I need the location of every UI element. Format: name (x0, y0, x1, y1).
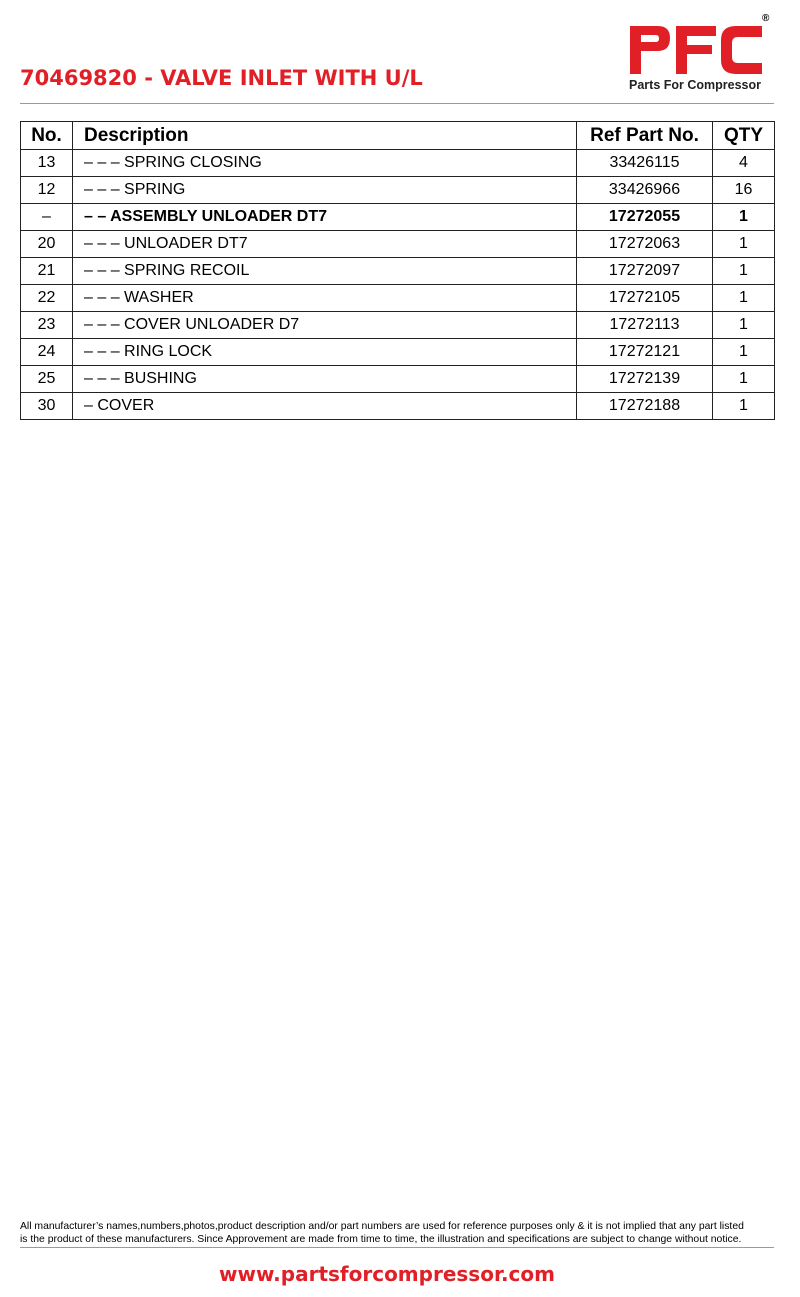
cell-no: 24 (21, 339, 73, 366)
cell-qty: 1 (713, 393, 775, 420)
disclaimer-line-2: is the product of these manufacturers. Since Approvement are made from time to time, the illustration and specifications are subject to change without notice. (20, 1234, 742, 1245)
cell-qty: 1 (713, 312, 775, 339)
cell-ref-part-no: 17272097 (577, 258, 713, 285)
table-row (21, 177, 775, 204)
disclaimer-line-1: All manufacturer’s names,numbers,photos,product description and/or part numbers are used for reference purposes only & it is not implied that any part listed (20, 1221, 744, 1232)
table-row (21, 231, 775, 258)
column-header-no: No. (21, 122, 73, 150)
header-divider (20, 103, 774, 104)
cell-description: – COVER (73, 393, 577, 420)
cell-description: – – – UNLOADER DT7 (73, 231, 577, 258)
footer-divider (20, 1247, 774, 1248)
cell-ref-part-no: 17272121 (577, 339, 713, 366)
cell-no: 12 (21, 177, 73, 204)
column-header-ref-part-no: Ref Part No. (577, 122, 713, 150)
cell-ref-part-no: 17272113 (577, 312, 713, 339)
logo-tagline: Parts For Compressor (629, 78, 761, 92)
cell-ref-part-no: 17272105 (577, 285, 713, 312)
cell-qty: 1 (713, 366, 775, 393)
table-header-row (21, 122, 775, 150)
cell-qty: 1 (713, 231, 775, 258)
table-row (21, 150, 775, 177)
table-row-assembly (21, 204, 775, 231)
cell-qty: 1 (713, 258, 775, 285)
cell-ref-part-no: 17272055 (577, 204, 713, 231)
cell-no: 21 (21, 258, 73, 285)
cell-qty: 16 (713, 177, 775, 204)
cell-description: – – – RING LOCK (73, 339, 577, 366)
cell-no: – (21, 204, 73, 231)
cell-description: – – ASSEMBLY UNLOADER DT7 (73, 204, 577, 231)
table-row (21, 285, 775, 312)
cell-ref-part-no: 17272188 (577, 393, 713, 420)
table-row (21, 393, 775, 420)
table-row (21, 312, 775, 339)
cell-no: 13 (21, 150, 73, 177)
cell-qty: 1 (713, 204, 775, 231)
cell-ref-part-no: 17272139 (577, 366, 713, 393)
cell-description: – – – SPRING CLOSING (73, 150, 577, 177)
cell-qty: 1 (713, 339, 775, 366)
cell-no: 25 (21, 366, 73, 393)
cell-qty: 1 (713, 285, 775, 312)
table-row (21, 366, 775, 393)
pfc-logo-mark (628, 24, 764, 76)
cell-description: – – – COVER UNLOADER D7 (73, 312, 577, 339)
cell-description: – – – SPRING RECOIL (73, 258, 577, 285)
table-row (21, 339, 775, 366)
page-title: 70469820 - VALVE INLET WITH U/L (20, 66, 423, 90)
website-link[interactable]: www.partsforcompressor.com (219, 1262, 555, 1286)
table-row (21, 258, 775, 285)
cell-ref-part-no: 33426115 (577, 150, 713, 177)
cell-ref-part-no: 33426966 (577, 177, 713, 204)
cell-qty: 4 (713, 150, 775, 177)
cell-description: – – – WASHER (73, 285, 577, 312)
parts-table (20, 121, 775, 420)
registered-mark: ® (762, 13, 770, 24)
pfc-logo (628, 14, 774, 96)
cell-description: – – – BUSHING (73, 366, 577, 393)
column-header-description: Description (73, 122, 577, 150)
cell-no: 20 (21, 231, 73, 258)
disclaimer (20, 1220, 780, 1246)
cell-no: 30 (21, 393, 73, 420)
cell-no: 22 (21, 285, 73, 312)
cell-no: 23 (21, 312, 73, 339)
cell-ref-part-no: 17272063 (577, 231, 713, 258)
column-header-qty: QTY (713, 122, 775, 150)
cell-description: – – – SPRING (73, 177, 577, 204)
